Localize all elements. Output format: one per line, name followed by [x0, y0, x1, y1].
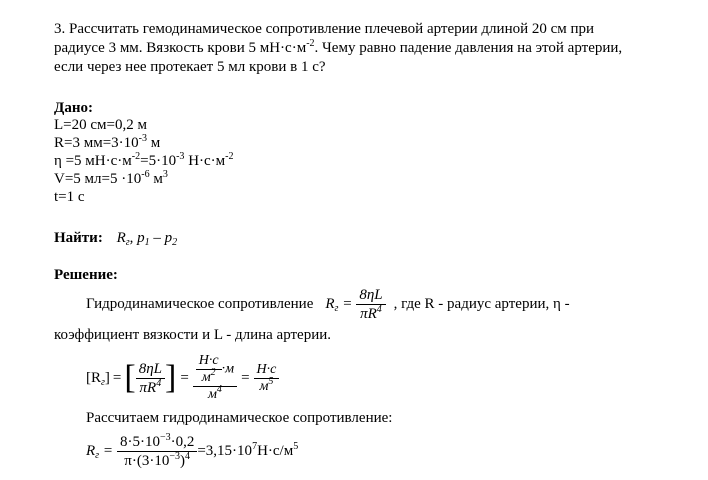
calculation-fraction: $\frac{8\cdot 5\cdot 10^{-3}\cdot 0,2}{\pi\cdot(3\cdot 10^{-3})^4}$ — [117, 433, 197, 470]
solution-text-1-end: , где R - радиус артерии, η - — [393, 295, 570, 312]
find-expression: $R_г$, $p_1 - p_2$ — [116, 230, 178, 248]
resistance-formula-lhs: $R_г$ = — [325, 295, 353, 314]
problem-line-3: если через нее протекает 5 мл крови в 1 с? — [54, 59, 326, 75]
units-fraction-formula: $\frac{8\eta L}{\pi R^4}$ — [136, 360, 165, 397]
calculation-unit: $Н\cdot с/м^5$ — [257, 440, 299, 459]
problem-line-2: радиусе 3 мм. Вязкость крови 5 $мН\cdot с\cdot м^{-2}$. Чему равно падение давления на этой артерии, — [54, 38, 623, 56]
resistance-calculation: $R_г$ = $\frac{8\cdot 5\cdot 10^{-3}\cdot 0,2}{\pi\cdot(3\cdot 10^{-3})^4}$ $=3,15\cdot 10^7$ $Н\cdot с/м^5$ — [86, 431, 299, 469]
units-fraction-result: $\frac{Н\cdot с}{м^5}$ — [254, 362, 280, 395]
find-line — [54, 229, 177, 247]
given-radius: R=3 $мм=3\cdot 10^{-3}$ м — [54, 133, 161, 151]
resistance-formula-fraction: $\frac{8\eta L}{\pi R^4}$ — [356, 286, 385, 323]
given-length: L=20 см=0,2 м — [54, 117, 147, 133]
solution-text-2: коэффициент вязкости и L - длина артерии. — [54, 327, 332, 343]
solution-text-1: Гидродинамическое сопротивление — [86, 295, 314, 312]
find-header: Найти: — [54, 230, 103, 246]
units-fraction-substituted: $\frac{Н\cdot с}{м^2}$ ·м $м^4$ — [193, 353, 237, 403]
solution-line-1 — [86, 284, 570, 324]
given-volume: V=5 $мл=5 \cdot 10^{-6}$ $м^3$ — [54, 169, 168, 187]
given-header: Дано: — [54, 100, 93, 116]
calculation-result: $=3,15\cdot 10^7$ — [197, 440, 258, 459]
problem-line-1: 3. Рассчитать гемодинамическое сопротивление плечевой артерии длиной 20 см при — [54, 21, 595, 37]
solution-header: Решение: — [54, 267, 118, 283]
units-derivation: $[R_г]$ = [ $\frac{8\eta L}{\pi R^4}$ ] = $\frac{Н\cdot с}{м^2}$ ·м $м^4$ = $\frac{Н\cdot с}{м^5}$ — [86, 348, 279, 408]
given-time: t=1 с — [54, 189, 85, 205]
given-viscosity: η =5 $мН\cdot с\cdot м^{-2}=5\cdot 10^{-3}$ $Н\cdot с\cdot м^{-2}$ — [54, 151, 234, 169]
solution-text-3: Рассчитаем гидродинамическое сопротивление: — [86, 410, 393, 426]
